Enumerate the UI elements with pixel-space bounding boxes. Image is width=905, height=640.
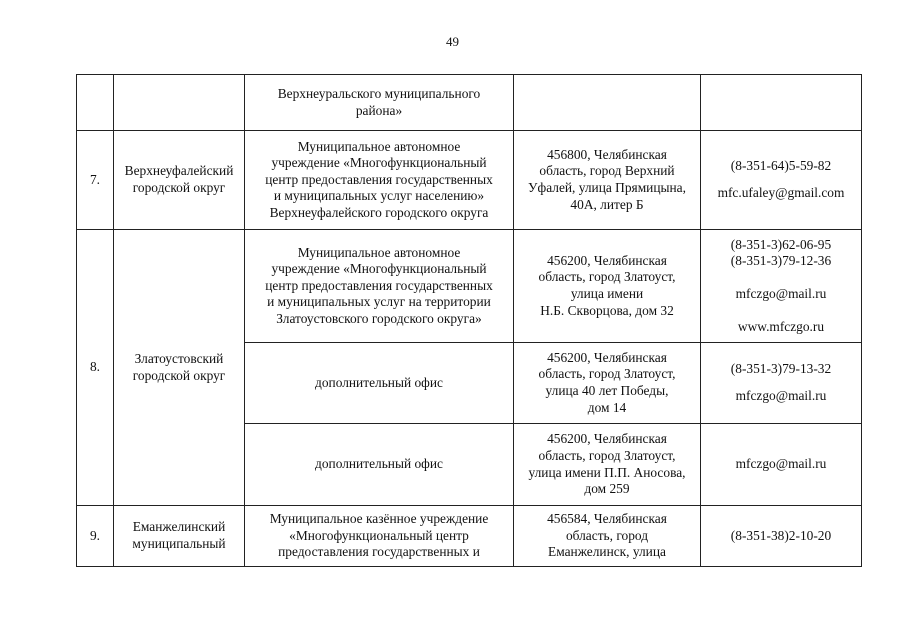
address-line: 456200, Челябинская <box>547 349 667 365</box>
row-number-cell: 9. <box>77 506 114 567</box>
row-number-cell <box>77 75 114 131</box>
email-text: mfc.ufaley@gmail.com <box>717 185 845 200</box>
institution-line: учреждение «Многофункциональный <box>271 261 487 277</box>
institution-cell <box>245 506 514 567</box>
municipality-line: Верхнеуфалейский <box>124 163 234 179</box>
contacts-cell <box>701 131 862 230</box>
contacts-cell <box>701 506 862 567</box>
address-line: область, город Златоуст, <box>538 447 676 463</box>
municipality-line: Еманжелинский <box>132 519 226 535</box>
contacts-cell <box>701 424 862 506</box>
contacts-cell <box>701 75 862 131</box>
address-cell <box>514 506 701 567</box>
municipality-line: городской округ <box>132 367 226 383</box>
address-cell <box>514 131 701 230</box>
institution-line: района» <box>355 102 403 118</box>
address-line: улица имени <box>570 286 644 301</box>
email-text: mfczgo@mail.ru <box>735 388 827 403</box>
address-cell <box>514 424 701 506</box>
institution-line: Верхнеуральского муниципального <box>277 85 481 101</box>
municipality-cell <box>114 230 245 506</box>
institution-line: Верхнеуфалейского городского округа <box>269 204 489 220</box>
institution-line: Муниципальное казённое учреждение <box>269 511 489 527</box>
municipality-cell <box>114 131 245 230</box>
institution-line: и муниципальных услуг населению» <box>273 188 485 204</box>
table-row <box>77 506 862 567</box>
institution-line: центр предоставления государственных <box>265 171 493 187</box>
address-line: дом 14 <box>587 399 627 415</box>
row-number-cell: 8. <box>77 230 114 506</box>
institution-cell <box>245 230 514 343</box>
spacer <box>704 270 858 286</box>
institution-cell <box>245 75 514 131</box>
address-line: 456584, Челябинская <box>547 511 667 527</box>
address-line: улица 40 лет Победы, <box>545 383 669 398</box>
institution-line: центр предоставления государственных <box>265 277 493 293</box>
address-line: 456200, Челябинская <box>547 431 667 447</box>
table-row <box>77 230 862 343</box>
address-line: Н.Б. Скворцова, дом 32 <box>540 302 674 318</box>
phone-text: (8-351-3)79-13-32 <box>730 361 832 377</box>
phone-text: (8-351-64)5-59-82 <box>730 158 832 174</box>
address-line: 456800, Челябинская <box>547 146 667 162</box>
municipality-line: Златоустовский <box>134 350 224 366</box>
municipality-line: муниципальный <box>132 536 226 551</box>
contacts-cell <box>701 343 862 424</box>
address-line: Уфалей, улица Прямицына, <box>528 180 686 195</box>
mfc-registry-table <box>76 74 862 567</box>
page-number: 49 <box>446 34 459 49</box>
address-line: область, город <box>565 527 649 543</box>
address-line: улица имени П.П. Аносова, <box>528 464 686 480</box>
institution-line: Муниципальное автономное <box>297 244 461 260</box>
table-row <box>77 131 862 230</box>
address-cell <box>514 343 701 424</box>
institution-cell: дополнительный офис <box>245 424 514 506</box>
address-line: область, город Златоуст, <box>538 366 676 382</box>
table-row <box>77 75 862 131</box>
phone-text: (8-351-38)2-10-20 <box>730 527 832 543</box>
email-text: mfczgo@mail.ru <box>735 456 827 472</box>
institution-cell: дополнительный офис <box>245 343 514 424</box>
website-text: www.mfczgo.ru <box>737 318 825 334</box>
institution-line: «Многофункциональный центр <box>289 527 469 543</box>
address-cell <box>514 230 701 343</box>
address-line: область, город Верхний <box>539 163 675 179</box>
institution-line: учреждение «Многофункциональный <box>271 155 487 171</box>
institution-cell <box>245 131 514 230</box>
address-line: Еманжелинск, улица <box>548 544 666 560</box>
municipality-cell <box>114 506 245 567</box>
address-line: область, город Златоуст, <box>538 269 676 285</box>
phone-text: (8-351-3)62-06-95 <box>730 236 832 252</box>
institution-line: и муниципальных услуг на территории <box>267 294 491 310</box>
address-line: 40А, литер Б <box>570 196 644 212</box>
contacts-cell <box>701 230 862 343</box>
address-line: 456200, Челябинская <box>547 252 667 268</box>
row-number-cell: 7. <box>77 131 114 230</box>
institution-line: Муниципальное автономное <box>297 138 461 154</box>
spacer <box>704 303 858 319</box>
address-line: дом 259 <box>584 481 630 497</box>
institution-line: Златоустовского городского округа» <box>276 310 482 326</box>
phone-text: (8-351-3)79-12-36 <box>730 253 832 269</box>
institution-line: предоставления государственных и <box>278 544 480 560</box>
address-cell <box>514 75 701 131</box>
municipality-line: городской округ <box>132 180 226 195</box>
municipality-cell <box>114 75 245 131</box>
email-text: mfczgo@mail.ru <box>735 286 827 301</box>
